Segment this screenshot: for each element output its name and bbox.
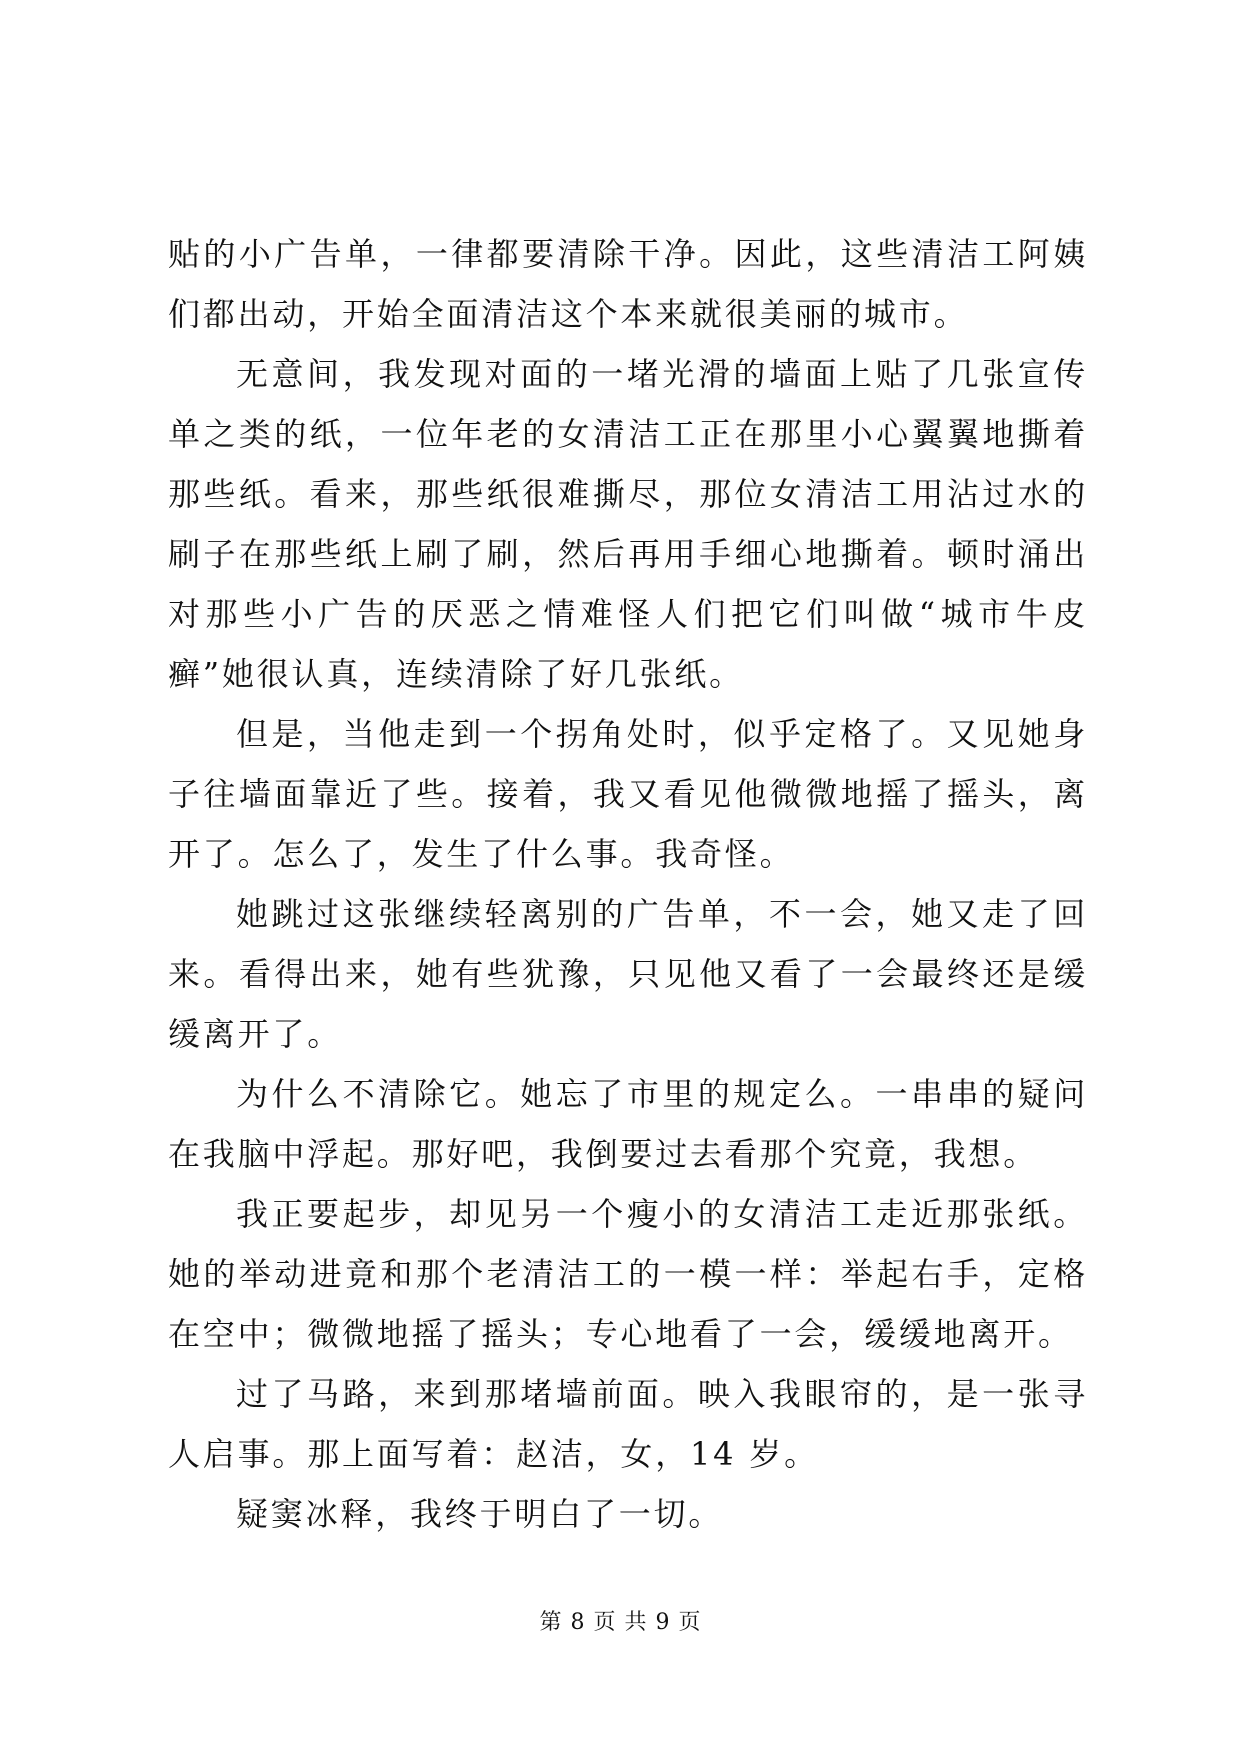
page-number-footer: 第 8 页 共 9 页 [539,1610,702,1635]
paragraph-8: 疑窦冰释，我终于明白了一切。 [236,1495,724,1533]
paragraph-4: 她跳过这张继续轻离别的广告单，不一会，她又走了回来。看得出来，她有些犹豫，只见他又看了一会最终还是缓缓离开了。 [168,895,1088,1053]
paragraph-7: 过了马路，来到那堵墙前面。映入我眼帘的，是一张寻人启事。那上面写着：赵洁，女，14 岁。 [168,1375,1088,1473]
paragraph-6: 我正要起步，却见另一个瘦小的女清洁工走近那张纸。她的举动进竟和那个老清洁工的一模一样：举起右手，定格在空中；微微地摇了摇头；专心地看了一会，缓缓地离开。 [168,1195,1088,1353]
document-body [168,224,1088,1544]
paragraph-1: 贴的小广告单，一律都要清除干净。因此，这些清洁工阿姨们都出动，开始全面清洁这个本来就很美丽的城市。 [168,235,1088,333]
paragraph-2: 无意间，我发现对面的一堵光滑的墙面上贴了几张宣传单之类的纸，一位年老的女清洁工正在那里小心翼翼地撕着那些纸。看来，那些纸很难撕尽，那位女清洁工用沾过水的刷子在那些纸上刷了刷，然后再用手细心地撕着。顿时涌出对那些小广告的厌恶之情难怪人们把它们叫做“城市牛皮癣”她很认真，连续清除了好几张纸。 [168,355,1088,693]
paragraph-3: 但是，当他走到一个拐角处时，似乎定格了。又见她身子往墙面靠近了些。接着，我又看见他微微地摇了摇头，离开了。怎么了，发生了什么事。我奇怪。 [168,715,1088,873]
paragraph-5: 为什么不清除它。她忘了市里的规定么。一串串的疑问在我脑中浮起。那好吧，我倒要过去看那个究竟，我想。 [168,1075,1088,1173]
